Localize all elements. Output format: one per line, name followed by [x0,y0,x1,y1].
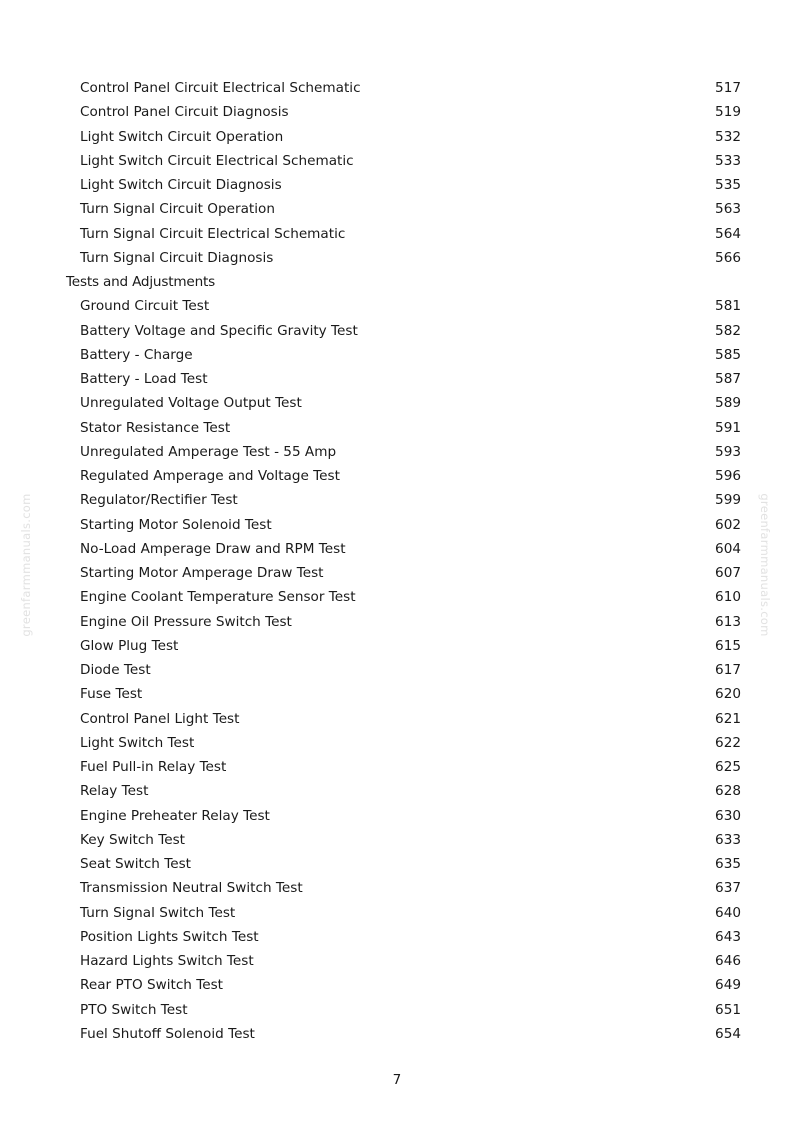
entry-title: Rear PTO Switch Test [80,977,223,994]
entry-page-number: 621 [715,710,741,727]
toc-entry[interactable] [0,294,794,318]
toc-entry[interactable] [0,755,794,779]
entry-page-number: 630 [715,807,741,824]
entry-page-number: 620 [715,686,741,703]
entry-page-number: 535 [715,177,741,193]
toc-entry[interactable] [0,125,794,149]
entry-title: Engine Coolant Temperature Sensor Test [80,589,356,606]
entry-page-number: 591 [715,419,741,436]
watermark-left: greenfarmmanuals.com [19,493,33,637]
toc-entry[interactable] [0,634,794,658]
toc-entry[interactable] [0,319,794,343]
entry-title: Diode Test [80,662,151,678]
entry-page-number: 622 [715,734,741,751]
watermark-right: greenfarmmanuals.com [758,493,772,637]
entry-title: Engine Oil Pressure Switch Test [80,613,292,630]
entry-page-number: 610 [715,589,741,606]
toc-entry[interactable] [0,537,794,561]
toc-entry[interactable] [0,949,794,973]
entry-title: Regulator/Rectifier Test [80,492,238,509]
entry-page-number: 615 [715,637,741,654]
entry-title: Battery - Charge [80,346,193,363]
toc-entry[interactable] [0,925,794,949]
toc-entry[interactable] [0,367,794,391]
entry-title: Battery - Load Test [80,371,208,387]
toc-entry[interactable] [0,561,794,585]
entry-page-number: 635 [715,856,741,872]
entry-title: Turn Signal Circuit Operation [80,201,275,218]
toc-entry[interactable] [0,682,794,706]
entry-page-number: 628 [715,783,741,800]
entry-page-number: 654 [715,1025,741,1042]
entry-title: Fuel Pull-in Relay Test [80,759,227,775]
entry-title: Unregulated Voltage Output Test [80,395,302,412]
entry-title: Light Switch Circuit Electrical Schematic [80,152,354,169]
entry-page-number: 596 [715,468,741,484]
entry-page-number: 585 [715,346,741,363]
toc-entry[interactable] [0,391,794,415]
entry-title: Control Panel Circuit Diagnosis [80,104,289,121]
entry-page-number: 604 [715,540,741,557]
entry-title: Position Lights Switch Test [80,928,259,945]
entry-page-number: 640 [715,904,741,921]
entry-title: Regulated Amperage and Voltage Test [80,468,340,484]
entry-title: Turn Signal Circuit Diagnosis [80,249,274,266]
entry-title: Hazard Lights Switch Test [80,953,254,969]
entry-page-number: 533 [715,152,741,169]
toc-entry[interactable] [0,828,794,852]
entry-title: Relay Test [80,783,149,800]
entry-title: Unregulated Amperage Test - 55 Amp [80,443,337,460]
toc-entry[interactable] [0,779,794,803]
toc-entry[interactable] [0,513,794,537]
entry-page-number: 582 [715,322,741,339]
entry-title: Fuel Shutoff Solenoid Test [80,1025,255,1042]
entry-title: Light Switch Circuit Diagnosis [80,177,282,193]
toc-entry[interactable] [0,658,794,682]
entry-page-number: 617 [715,662,741,678]
entry-page-number: 593 [715,443,741,460]
entry-page-number: 599 [715,492,741,509]
toc-entry[interactable] [0,610,794,634]
toc-entry[interactable] [0,440,794,464]
toc-entry[interactable] [0,998,794,1022]
toc-entry[interactable] [0,246,794,270]
entry-page-number: 566 [715,249,741,266]
toc-entry[interactable] [0,100,794,124]
entry-page-number: 643 [715,928,741,945]
entry-page-number: 625 [715,759,741,775]
entry-page-number: 563 [715,201,741,218]
entry-title: Light Switch Circuit Operation [80,128,284,145]
entry-title: Turn Signal Circuit Electrical Schematic [80,225,346,242]
table-of-contents [0,76,794,1046]
toc-entry[interactable] [0,585,794,609]
entry-page-number: 646 [715,953,741,969]
toc-entry[interactable] [0,173,794,197]
entry-page-number: 517 [715,80,741,96]
entry-title: Glow Plug Test [80,637,179,654]
entry-page-number: 519 [715,104,741,121]
entry-page-number: 602 [715,516,741,533]
toc-entry[interactable] [0,488,794,512]
entry-title: Control Panel Light Test [80,710,240,727]
entry-page-number: 589 [715,395,741,412]
toc-section-heading [0,270,794,294]
entry-title: Stator Resistance Test [80,419,231,436]
entry-title: Ground Circuit Test [80,298,210,315]
entry-title: Light Switch Test [80,734,195,751]
entry-title: Starting Motor Solenoid Test [80,516,272,533]
entry-title: PTO Switch Test [80,1001,188,1018]
entry-title: Fuse Test [80,686,143,703]
entry-title: No-Load Amperage Draw and RPM Test [80,540,346,557]
entry-page-number: 649 [715,977,741,994]
toc-entry[interactable] [0,222,794,246]
entry-page-number: 587 [715,371,741,387]
entry-title: Seat Switch Test [80,856,192,872]
entry-page-number: 633 [715,831,741,848]
toc-entry[interactable] [0,973,794,997]
entry-title: Starting Motor Amperage Draw Test [80,565,324,581]
toc-entry[interactable] [0,464,794,488]
entry-title: Engine Preheater Relay Test [80,807,270,824]
entry-page-number: 607 [715,565,741,581]
toc-entry[interactable] [0,416,794,440]
toc-entry[interactable] [0,852,794,876]
toc-entry[interactable] [0,197,794,221]
toc-entry[interactable] [0,901,794,925]
entry-page-number: 532 [715,128,741,145]
toc-entry[interactable] [0,1022,794,1046]
entry-title: Battery Voltage and Specific Gravity Test [80,322,358,339]
toc-entry[interactable] [0,343,794,367]
toc-entry[interactable] [0,149,794,173]
toc-entry[interactable] [0,76,794,100]
entry-page-number: 651 [715,1001,741,1018]
page-number: 7 [392,1072,402,1088]
entry-page-number: 637 [715,880,741,897]
toc-entry[interactable] [0,804,794,828]
entry-title: Transmission Neutral Switch Test [80,880,303,897]
section-title: Tests and Adjustments [66,274,215,290]
entry-title: Control Panel Circuit Electrical Schematic [80,80,361,96]
toc-entry[interactable] [0,876,794,900]
entry-page-number: 581 [715,298,741,315]
entry-title: Turn Signal Switch Test [80,904,236,921]
entry-page-number: 564 [715,225,741,242]
entry-page-number: 613 [715,613,741,630]
toc-entry[interactable] [0,731,794,755]
toc-entry[interactable] [0,707,794,731]
entry-title: Key Switch Test [80,831,185,848]
